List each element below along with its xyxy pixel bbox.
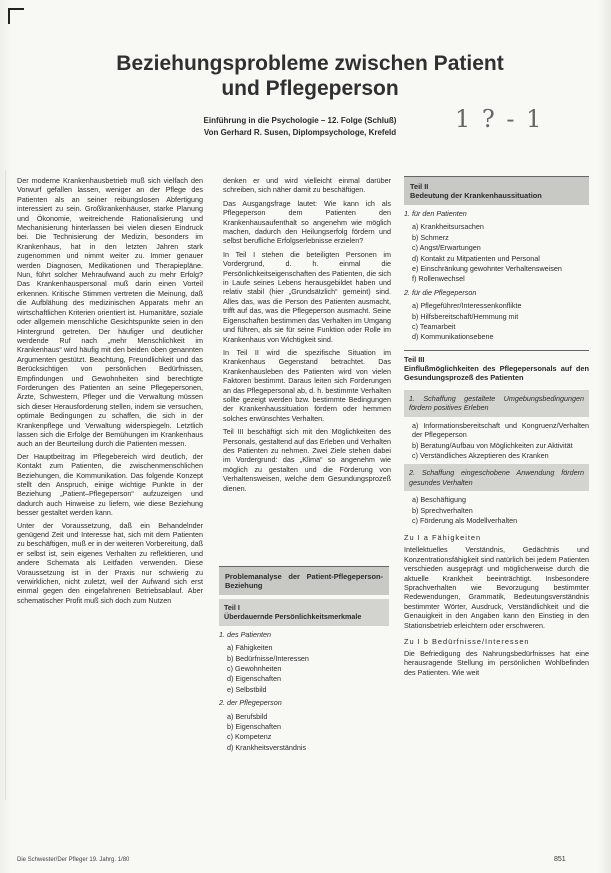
paragraph: Unter der Voraussetzung, daß ein Behandelnder genügend Zeit und Interesse hat, sich mit dem Patienten zu beschäftigen, muß er in der weiteren Vorbereitung, daß er selbst ist, sein eigenes Verhalten zu reflektieren, und andere Schemata als Leitfaden verwenden. Diese Voraussetzung ist in der Praxis nur schwierig zu verwirklichen, nicht zuletzt, weil der Aufwand sich erst einmal gegen den eingefahrenen Betriebsablauf. Aber schematischer Profit muß sich doch zum Nutzen (17, 520, 203, 605)
list-item: a) Pflegeführer/Interessenkonflikte (412, 301, 522, 311)
carer-situation-list (404, 301, 589, 342)
group-heading: 2. der Pflegeperson (219, 698, 282, 708)
list-item: b) Eigenschaften (227, 722, 281, 732)
group-heading: 2. für die Pflegeperson (404, 287, 477, 297)
author-line: Von Gerhard R. Susen, Diplompsychologe, Krefeld (203, 128, 397, 137)
analysis-box (219, 566, 389, 814)
analysis-box-title: Problemanalyse der Patient-Pflegeperson-Beziehung (219, 567, 389, 595)
list-item: b) Sprechverhalten (412, 505, 473, 515)
scan-shadow (5, 170, 6, 800)
teil1-header (219, 599, 389, 626)
list-item: c) Förderung als Modellverhalten (412, 515, 518, 525)
list-item: c) Kompetenz (227, 732, 272, 742)
list-item: f) Rollenwechsel (412, 274, 465, 284)
group-heading: 2. Schaffung eingeschobene Anwendung fördern gesundes Verhalten (404, 464, 589, 491)
teil2-subtitle: Bedeutung der Krankenhaussituation (410, 191, 542, 200)
list-item: a) Berufsbild (227, 711, 268, 721)
list-item: a) Beschäftigung (412, 495, 466, 505)
teil3-subtitle: Einflußmöglichkeiten des Pflegepersonals auf den Gesundungsprozeß des Patienten (404, 363, 589, 382)
list-item: b) Schmerz (412, 232, 449, 242)
column-right (404, 176, 589, 677)
crop-mark (8, 8, 24, 24)
section-heading: Zu I a Fähigkeiten (404, 533, 482, 543)
group-heading: 1. für den Patienten (404, 209, 467, 218)
article-title-line2: und Pflegeperson (221, 77, 399, 100)
teil3-header (404, 351, 589, 386)
paragraph: Der moderne Krankenhausbetrieb muß sich vielfach den Vorwurf gefallen lassen, weniger an der Pflege des Patienten als an seiner reibungslosen Abfertigung interessiert zu sein. Großkrankenhäuser, starke Planung und Ökonomie, weitreichende Rationalisierung und Mechanisierung hinterlassen bei vielen diesen Eindruck bei. Die Technisierung der Medizin, besonders im Krankenhaus, hat in den letzten Jahren stark zugenommen und nimmt weiter zu. Immer genauer werden Diagnosen, Medikationen und Therapiepläne. Nun, führt solcher Mehraufwand auch zu mehr Erfolg? Das Krankenhauspersonal muß darin einen Vorteil erkennen. Kritische Stimmen vertreten die Meinung, daß die Aufblähung des medizinischen Apparats mehr an wirtschaftlichen Kriterien orientiert ist. Humanitäre, soziale oder allgemein menschliche Gesichtspunkte seien in den Hintergrund getreten. Der häufiger und deutlicher werdende Ruf nach „mehr Menschlichkeit im Krankenhaus“ wird häufig mit den beiden oben genannten Argumenten gestützt. Beachtung, Freundlichkeit und das Berücksichtigen von persönlichen Bedürfnissen, Empfindungen und Gewohnheiten sind berechtigte Forderungen des Patienten an seine Pflegepersonen, Ärzte, Schwestern, Pfleger und die Verwaltung müssen sich dieser Herausforderung stellen, indem sie versuchen, optimale Bedingungen zu schaffen, die sich in der Krankenpflege und Verwaltung widerspiegeln. Letztlich lassen sich die Erfolge der Bemühungen im Krankenhaus auch an der Beurteilung durch die Patienten messen. (17, 176, 203, 449)
group-heading: 1. Schaffung gestaltete Umgebungsbedingungen fördern positives Erleben (404, 390, 589, 417)
patient-traits-list (219, 643, 389, 694)
handwritten-annotation: 1 ? - 1 (455, 105, 544, 133)
list-item: d) Krankheitsverständnis (227, 742, 307, 752)
column-left (17, 176, 203, 605)
paragraph: In Teil II wird die spezifische Situation im Krankenhaus Gegenstand betrachtet. Das Krankenhausleben des Patienten wird von vielen Faktoren bestimmt. Daraus leiten sich Forderungen an das Pflegepersonal ab, d. h. bestimmte Verhalten sollte gezeigt werden bzw. bestimmte Bedingungen der Krankenhaussituation fördern oder hemmen solches erwünschtes Verhalten. (223, 347, 391, 423)
list-item: c) Angst/Erwartungen (412, 243, 481, 253)
list-item: c) Verständliches Akzeptieren des Kranken (412, 450, 549, 460)
paragraph: Die Befriedigung des Nahrungsbedürfnisses hat eine herausragende Stellung im persönlichen Wohlbefinden des Patienten. Wie weit (404, 649, 589, 677)
page-number: 851 (554, 856, 566, 863)
teil3-label: Teil III (404, 354, 425, 364)
journal-footer: Die Schwester/Der Pfleger 19. Jahrg. 1/80 (17, 857, 130, 863)
paragraph: In Teil I stehen die beteiligten Personen im Vordergrund, d. h. einmal die Persönlichkeitseigenschaften des Patienten, die sich in Laufe seines Lebens herausgebildet haben und relativ stabil (hier „Grundsätzlich“ gemeint) sind. Alles das, was die Person des Patienten ausmacht, trifft auf das, was die Pflegeperson ausmacht. Seine Eigenschaften bestimmen das Verhalten im Umgang und führen, als sie für seine Funktion oder Rolle im Krankenhaus von Wichtigkeit sind. (223, 249, 391, 344)
list-item: b) Hilfsbereitschaft/Hemmung mit (412, 311, 519, 321)
group-heading: 1. des Patienten (219, 629, 271, 639)
article-title-line1: Beziehungsprobleme zwischen Patient (116, 52, 504, 75)
list-item: a) Informationsbereitschaft und Kongruenz/Verhalten der Pflegeperson (412, 420, 589, 440)
patient-situation-list (404, 222, 589, 283)
list-item: b) Bedürfnisse/Interessen (227, 653, 309, 663)
list-item: e) Einschränkung gewohnter Verhaltensweisen (412, 264, 562, 274)
paragraph: Teil III beschäftigt sich mit den Möglichkeiten des Personals, gestaltend auf das Erleben und Verhalten des Patienten zu nehmen. Zwei Ziele stehen dabei im Vordergrund: das „Klima“ so angenehm wie möglich zu gestalten und die Förderung von Verhaltensweisen, welche dem Gesundungsprozeß dienen. (223, 427, 391, 493)
teil2-box (404, 176, 589, 342)
list-item: c) Teamarbeit (412, 322, 456, 332)
list-item: a) Krankheitsursachen (412, 222, 484, 232)
list-item: d) Kommunikationsebene (412, 332, 494, 342)
paragraph: Der Hauptbeitrag im Pflegebereich wird deutlich, der Kontakt zum Patienten, die zwischenmenschlichen Beziehungen, die Kommunikation. Das folgende Konzept stellt den Anspruch, einige wichtige Punkte in der Beziehung „Patient–Pflegeperson“ aufzuzeigen und dadurch auch Hinweise zu liefern, wie diese Beziehung besser gestaltet werden kann. (17, 451, 203, 518)
column-middle (223, 176, 391, 493)
behaviour-list (404, 495, 589, 525)
teil3-box (404, 350, 589, 525)
teil1-subtitle: Überdauernde Persönlichkeitsmerkmale (224, 612, 362, 622)
list-item: d) Eigenschaften (227, 674, 281, 684)
carer-traits-list (219, 712, 389, 753)
paragraph: Das Ausgangsfrage lautet: Wie kann ich als Pflegeperson dem Patienten den Krankenhausaufenthalt so angenehm wie möglich machen, dadurch den Heilungserfolg fördern und selbst berufliche Erfolgserlebnisse erzielen? (223, 198, 391, 246)
section-heading: Zu I b Bedürfnisse/Interessen (404, 637, 530, 646)
analysis-box-frame (219, 566, 389, 752)
list-item: c) Gewohnheiten (227, 664, 282, 674)
list-item: b) Beratung/Aufbau von Möglichkeiten zur Aktivität (412, 440, 573, 450)
list-item: d) Kontakt zu Mitpatienten und Personal (412, 253, 540, 263)
list-item: a) Fähigkeiten (227, 643, 273, 653)
paragraph: denken er und wird vielleicht einmal darüber schreiben, sich näher damit zu beschäftigen. (223, 176, 391, 195)
paragraph: Intellektuelles Verständnis, Gedächtnis und Konzentrationsfähigkeit sind natürlich bei jedem Patienten verschieden ausgeprägt und möglicherweise durch die aktuelle Krankheit beeinträchtigt. Insbesondere Sprachverhalten wie Bevorzugung bestimmter Redewendungen, Grammatik, Bedeutungsverständnis bestimmter Wörter, Ausdruck, Verständlichkeit und die Genauigkeit in den Angaben kann den Einstieg in den Stationsbetrieb erleichtern oder erschweren. (404, 545, 589, 630)
teil1-label: Teil I (224, 603, 240, 612)
series-subtitle: Einführung in die Psychologie – 12. Folge (Schluß) (203, 116, 397, 125)
teil2-label: Teil II (410, 182, 429, 191)
environment-list (404, 421, 589, 461)
list-item: e) Selbstbild (227, 684, 267, 694)
teil2-header (404, 177, 589, 205)
